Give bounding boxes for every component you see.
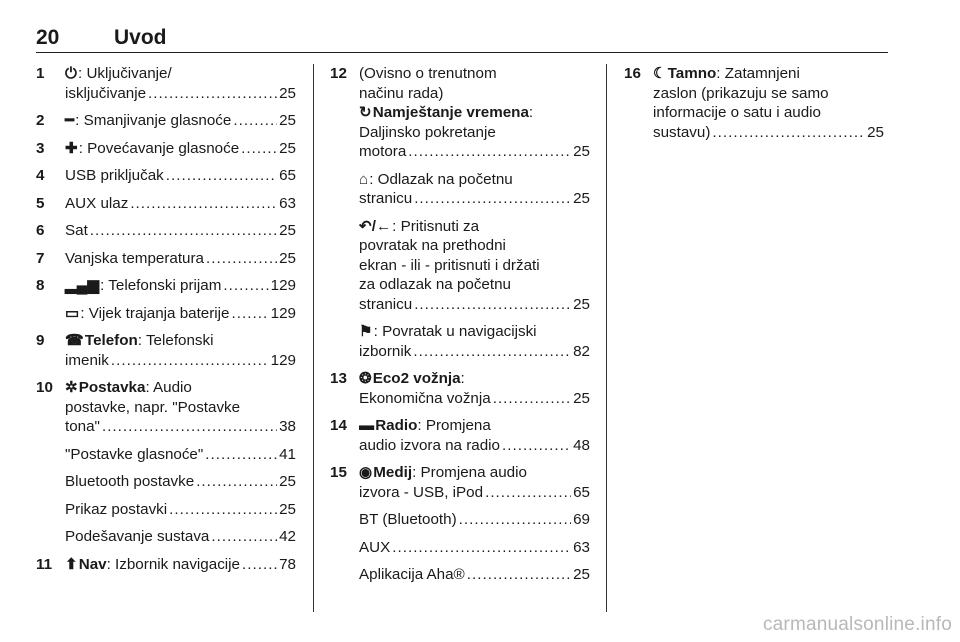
leader-dots bbox=[392, 538, 571, 558]
entry-text: ✚: Povećavanje glasnoće bbox=[65, 139, 240, 157]
entry-text: : Uključivanje/ bbox=[78, 65, 172, 82]
column-divider bbox=[313, 64, 314, 612]
entry-text: : bbox=[528, 104, 534, 121]
entry-text: isključivanje bbox=[65, 84, 147, 102]
page-reference: 65 bbox=[279, 167, 296, 184]
back-arrow-icon: ↶/← bbox=[359, 217, 392, 235]
media-icon: ◉ bbox=[359, 464, 373, 481]
index-entry bbox=[36, 111, 296, 131]
entry-leader-line bbox=[65, 166, 296, 186]
index-entry bbox=[36, 500, 296, 520]
entry-leader-line bbox=[65, 351, 296, 371]
entry-number: 9 bbox=[36, 332, 45, 349]
entry-text: Sat bbox=[65, 222, 88, 239]
entry-line bbox=[359, 170, 590, 190]
entry-leader-line bbox=[359, 142, 590, 162]
entry-text: Bluetooth postavke bbox=[65, 473, 195, 490]
entry-text: povratak na prethodni bbox=[359, 237, 506, 254]
leader-dots bbox=[493, 389, 571, 409]
radio-icon: ▬ bbox=[359, 417, 375, 434]
page-reference: 25 bbox=[279, 112, 296, 129]
index-entry bbox=[36, 331, 296, 370]
index-entry bbox=[330, 322, 590, 361]
entry-keyword: Medij bbox=[373, 464, 413, 481]
page-reference: 63 bbox=[279, 194, 296, 212]
leader-dots bbox=[232, 304, 269, 324]
entry-number: 6 bbox=[36, 222, 45, 239]
entry-keyword: Radio bbox=[375, 417, 418, 434]
leader-dots bbox=[102, 417, 277, 437]
index-entry bbox=[330, 64, 590, 162]
leader-dots bbox=[242, 555, 277, 575]
entry-text: stranicu bbox=[359, 295, 413, 313]
leader-dots bbox=[90, 221, 277, 241]
page-reference: 25 bbox=[279, 473, 296, 490]
page-reference: 25 bbox=[573, 389, 590, 407]
index-entry bbox=[330, 510, 590, 530]
index-entry bbox=[36, 194, 296, 214]
leader-dots bbox=[166, 166, 277, 186]
index-entry bbox=[330, 369, 590, 408]
page-reference: 25 bbox=[867, 123, 884, 141]
entry-line bbox=[65, 331, 296, 351]
entry-leader-line bbox=[65, 555, 296, 575]
entry-leader-line bbox=[65, 304, 296, 324]
entry-text: ⬆Nav: Izbornik navigacije bbox=[65, 555, 240, 573]
page-reference: 38 bbox=[279, 418, 296, 435]
power-icon: ⏻ bbox=[65, 65, 78, 82]
entry-leader-line bbox=[359, 342, 590, 362]
entry-line bbox=[359, 123, 590, 143]
entry-text: AUX bbox=[359, 538, 391, 556]
entry-leader-line bbox=[65, 221, 296, 241]
entry-leader-line bbox=[359, 189, 590, 209]
entry-leader-line bbox=[65, 472, 296, 492]
page-reference: 25 bbox=[573, 190, 590, 207]
entry-number: 16 bbox=[624, 65, 641, 82]
entry-keyword: Tamno bbox=[667, 65, 717, 82]
entry-line bbox=[359, 322, 590, 342]
entry-text: "Postavke glasnoće" bbox=[65, 445, 204, 463]
entry-leader-line bbox=[65, 417, 296, 437]
entry-number: 14 bbox=[330, 417, 347, 434]
entry-number: 15 bbox=[330, 464, 347, 481]
leader-dots bbox=[233, 111, 277, 131]
entry-line bbox=[653, 84, 884, 104]
leader-dots bbox=[414, 189, 571, 209]
entry-leader-line bbox=[65, 84, 296, 104]
navigation-arrow-icon: ⬆ bbox=[65, 555, 78, 573]
entry-number: 3 bbox=[36, 139, 45, 157]
entry-text: ▂▄▆: Telefonski prijam bbox=[65, 277, 222, 294]
entry-leader-line bbox=[359, 565, 590, 585]
index-entry bbox=[330, 538, 590, 558]
eco-leaf-icon: ❂ bbox=[359, 370, 372, 387]
entry-keyword: Postavka bbox=[78, 379, 146, 396]
entry-number: 2 bbox=[36, 112, 45, 129]
entry-leader-line bbox=[65, 249, 296, 269]
index-entry bbox=[36, 527, 296, 547]
leader-dots bbox=[485, 483, 571, 503]
index-entry bbox=[330, 565, 590, 585]
entry-text: izbornik bbox=[359, 342, 412, 360]
index-entry bbox=[330, 170, 590, 209]
entry-text: stranicu bbox=[359, 190, 413, 207]
entry-leader-line bbox=[359, 538, 590, 558]
leader-dots bbox=[169, 500, 277, 520]
entry-text: tona" bbox=[65, 418, 100, 435]
entry-line bbox=[359, 103, 590, 123]
entry-leader-line bbox=[65, 139, 296, 159]
entry-text: ▭: Vijek trajanja baterije bbox=[65, 304, 230, 322]
index-entry bbox=[36, 166, 296, 186]
entry-leader-line bbox=[65, 500, 296, 520]
plus-icon: ✚ bbox=[65, 139, 78, 157]
leader-dots bbox=[111, 351, 269, 371]
entry-number: 10 bbox=[36, 379, 53, 396]
entry-text: Ekonomična vožnja bbox=[359, 389, 491, 407]
entry-leader-line bbox=[359, 389, 590, 409]
entry-leader-line bbox=[359, 510, 590, 530]
index-entry bbox=[36, 139, 296, 159]
index-entry bbox=[330, 217, 590, 315]
entry-line bbox=[653, 64, 884, 84]
entry-text: za odlazak na početnu bbox=[359, 276, 511, 293]
entry-leader-line bbox=[65, 527, 296, 547]
entry-leader-line bbox=[65, 445, 296, 465]
settings-gear-icon: ✲ bbox=[65, 379, 78, 396]
entry-line bbox=[359, 275, 590, 295]
entry-line bbox=[65, 64, 296, 84]
page-reference: 78 bbox=[279, 555, 296, 573]
entry-text: : Pritisnuti za bbox=[392, 217, 480, 235]
column-3 bbox=[624, 64, 884, 150]
page-reference: 129 bbox=[270, 351, 296, 369]
entry-keyword: Eco2 vožnja bbox=[372, 370, 461, 387]
entry-number: 11 bbox=[36, 555, 53, 573]
chapter-title: Uvod bbox=[114, 26, 167, 49]
entry-keyword: Telefon bbox=[84, 332, 138, 349]
entry-leader-line bbox=[65, 276, 296, 296]
entry-text: : Promjena bbox=[417, 417, 491, 434]
flag-icon: ⚑ bbox=[359, 323, 373, 340]
leader-dots bbox=[408, 142, 571, 162]
entry-text: BT (Bluetooth) bbox=[359, 511, 457, 528]
remote-start-icon: ↻ bbox=[359, 104, 372, 121]
column-1 bbox=[36, 64, 296, 582]
leader-dots bbox=[467, 565, 571, 585]
watermark: carmanualsonline.info bbox=[762, 614, 952, 635]
entry-number: 13 bbox=[330, 370, 347, 387]
page-header bbox=[36, 26, 888, 53]
entry-keyword: Namještanje vremena bbox=[372, 104, 529, 121]
entry-line bbox=[359, 64, 590, 84]
page-reference: 42 bbox=[279, 528, 296, 545]
battery-icon: ▭ bbox=[65, 304, 80, 322]
entry-number: 4 bbox=[36, 167, 45, 184]
entry-text: ━: Smanjivanje glasnoće bbox=[65, 112, 232, 129]
entry-line bbox=[359, 369, 590, 389]
entry-text: zaslon (prikazuju se samo bbox=[653, 84, 829, 102]
entry-text: izvora - USB, iPod bbox=[359, 483, 484, 501]
entry-leader-line bbox=[359, 483, 590, 503]
column-2 bbox=[330, 64, 590, 593]
entry-line bbox=[359, 256, 590, 276]
index-entry bbox=[36, 472, 296, 492]
entry-line bbox=[65, 378, 296, 398]
leader-dots bbox=[459, 510, 571, 530]
entry-text: audio izvora na radio bbox=[359, 436, 500, 454]
leader-dots bbox=[414, 295, 571, 315]
index-entry bbox=[36, 378, 296, 437]
entry-line bbox=[359, 236, 590, 256]
signal-strength-icon: ▂▄▆ bbox=[65, 277, 100, 294]
entry-text: : Promjena audio bbox=[412, 464, 527, 481]
page-reference: 25 bbox=[573, 295, 590, 313]
entry-text: imenik bbox=[65, 351, 109, 369]
index-entry bbox=[330, 463, 590, 502]
page-reference: 129 bbox=[270, 277, 296, 294]
index-entry bbox=[36, 445, 296, 465]
entry-text: ekran - ili - pritisnuti i držati bbox=[359, 256, 540, 274]
entry-leader-line bbox=[359, 295, 590, 315]
entry-line bbox=[65, 398, 296, 418]
entry-number: 5 bbox=[36, 194, 45, 212]
home-icon: ⌂ bbox=[359, 170, 369, 188]
entry-leader-line bbox=[359, 436, 590, 456]
entry-number: 1 bbox=[36, 65, 45, 82]
page-reference: 25 bbox=[279, 500, 296, 518]
entry-number: 12 bbox=[330, 65, 347, 82]
page-reference: 65 bbox=[573, 483, 590, 501]
entry-text: (Ovisno o trenutnom bbox=[359, 65, 497, 82]
leader-dots bbox=[223, 276, 268, 296]
entry-text: : Odlazak na početnu bbox=[369, 170, 513, 188]
entry-text: : Povratak u navigacijski bbox=[373, 323, 537, 340]
entry-number: 8 bbox=[36, 277, 45, 294]
leader-dots bbox=[712, 123, 865, 143]
index-entry bbox=[36, 276, 296, 296]
entry-text: postavke, napr. "Postavke bbox=[65, 398, 241, 416]
index-entry bbox=[330, 416, 590, 455]
index-entry bbox=[624, 64, 884, 142]
leader-dots bbox=[211, 527, 277, 547]
entry-text: Podešavanje sustava bbox=[65, 528, 210, 545]
entry-line bbox=[359, 416, 590, 436]
entry-text: Vanjska temperatura bbox=[65, 249, 205, 267]
phone-icon: ☎ bbox=[65, 332, 84, 349]
entry-text: načinu rada) bbox=[359, 84, 444, 102]
leader-dots bbox=[196, 472, 277, 492]
leader-dots bbox=[502, 436, 571, 456]
moon-icon: ☾ bbox=[653, 65, 667, 82]
column-divider bbox=[606, 64, 607, 612]
page-reference: 129 bbox=[270, 304, 296, 322]
page-reference: 25 bbox=[279, 222, 296, 239]
entry-text: : bbox=[460, 370, 465, 387]
index-entry bbox=[36, 304, 296, 324]
leader-dots bbox=[205, 445, 277, 465]
index-entry bbox=[36, 555, 296, 575]
minus-icon: ━ bbox=[65, 112, 75, 129]
entry-number: 7 bbox=[36, 249, 45, 267]
entry-text: Aplikacija Aha® bbox=[359, 566, 465, 583]
entry-leader-line bbox=[65, 111, 296, 131]
entry-line bbox=[359, 463, 590, 483]
entry-keyword: Nav bbox=[78, 555, 107, 573]
page-reference: 82 bbox=[573, 342, 590, 360]
page-reference: 63 bbox=[573, 538, 590, 556]
leader-dots bbox=[241, 139, 277, 159]
entry-line bbox=[653, 103, 884, 123]
page-reference: 25 bbox=[279, 139, 296, 157]
entry-text: : Zatamnjeni bbox=[716, 65, 800, 82]
entry-text: Prikaz postavki bbox=[65, 500, 168, 518]
page-reference: 25 bbox=[573, 566, 590, 583]
page-reference: 69 bbox=[573, 511, 590, 528]
leader-dots bbox=[413, 342, 571, 362]
leader-dots bbox=[206, 249, 277, 269]
entry-text: USB priključak bbox=[65, 167, 164, 184]
entry-leader-line bbox=[65, 194, 296, 214]
page-reference: 25 bbox=[279, 84, 296, 102]
entry-text: Daljinsko pokretanje bbox=[359, 123, 496, 141]
leader-dots bbox=[130, 194, 277, 214]
entry-leader-line bbox=[653, 123, 884, 143]
page-reference: 25 bbox=[573, 143, 590, 160]
entry-text: sustavu) bbox=[653, 123, 711, 141]
page-reference: 25 bbox=[279, 249, 296, 267]
leader-dots bbox=[148, 84, 277, 104]
index-entry bbox=[36, 64, 296, 103]
page-reference: 48 bbox=[573, 436, 590, 454]
entry-text: AUX ulaz bbox=[65, 194, 129, 212]
entry-line bbox=[359, 84, 590, 104]
entry-line bbox=[359, 217, 590, 237]
index-entry bbox=[36, 221, 296, 241]
index-entry bbox=[36, 249, 296, 269]
entry-text: : Telefonski bbox=[137, 332, 214, 349]
page-number: 20 bbox=[36, 26, 60, 49]
page-reference: 41 bbox=[279, 445, 296, 463]
entry-text: motora bbox=[359, 143, 407, 160]
entry-text: informacije o satu i audio bbox=[653, 104, 821, 121]
entry-text: : Audio bbox=[145, 379, 192, 396]
